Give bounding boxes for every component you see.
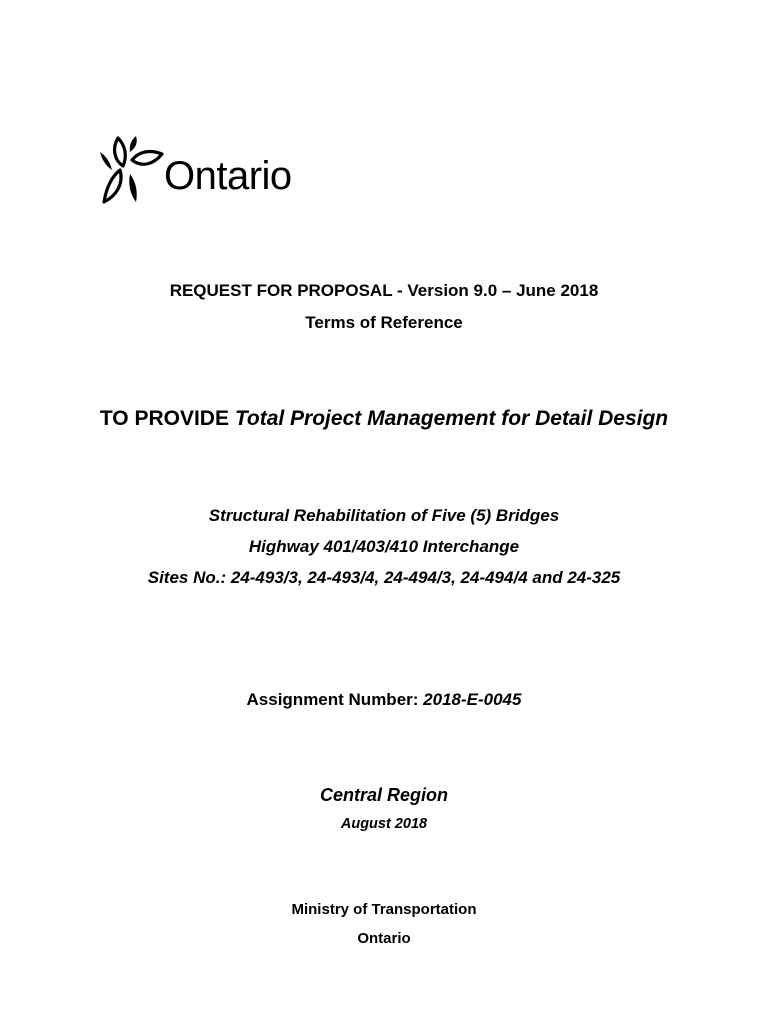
project-sites: Sites No.: 24-493/3, 24-493/4, 24-494/3, 24-494/4 and 24-325 xyxy=(147,568,621,587)
ministry-name: Ministry of Transportation xyxy=(291,901,477,918)
region-name: Central Region xyxy=(319,785,448,805)
provide-service: Total Project Management for Detail Design xyxy=(234,407,669,430)
ontario-logo xyxy=(96,130,306,210)
project-highway: Highway 401/403/410 Interchange xyxy=(248,537,520,556)
document-date: August 2018 xyxy=(340,816,428,832)
assignment-line xyxy=(0,691,768,708)
province-name: Ontario xyxy=(357,930,411,947)
provide-line xyxy=(0,408,768,429)
provide-prefix: TO PROVIDE xyxy=(99,407,229,430)
ontario-wordmark: Ontario xyxy=(164,154,292,198)
trillium-icon xyxy=(96,130,166,210)
terms-of-reference: Terms of Reference xyxy=(305,313,463,332)
rfp-version-line: REQUEST FOR PROPOSAL - Version 9.0 – June 2018 xyxy=(169,281,599,300)
assignment-number: 2018-E-0045 xyxy=(423,690,522,709)
project-title: Structural Rehabilitation of Five (5) Bridges xyxy=(208,506,560,525)
assignment-label: Assignment Number: xyxy=(246,690,419,709)
